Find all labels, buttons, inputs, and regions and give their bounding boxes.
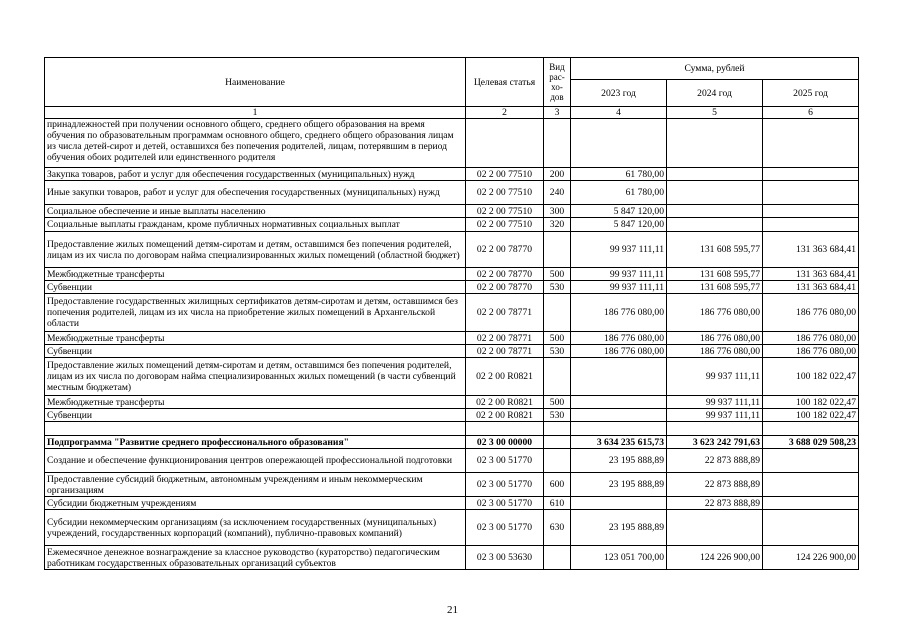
- row-2024: 3 623 242 791,63: [667, 436, 763, 449]
- row-name: Субвенции: [45, 281, 466, 294]
- page-number: 21: [447, 604, 458, 616]
- row-code: 02 2 00 R0821: [466, 409, 544, 422]
- row-code: 02 2 00 78771: [466, 345, 544, 358]
- row-vid: 200: [544, 168, 571, 181]
- row-2024: 22 873 888,89: [667, 497, 763, 510]
- table-row-subprogram: [45, 436, 859, 449]
- row-vid: 600: [544, 473, 571, 497]
- index-cell: 4: [571, 107, 667, 119]
- row-vid: 320: [544, 218, 571, 232]
- table-row: [45, 510, 859, 546]
- row-vid: 240: [544, 181, 571, 205]
- row-2023: [571, 422, 667, 436]
- table-row: [45, 268, 859, 281]
- row-2023: 123 051 700,00: [571, 546, 667, 570]
- row-2023: 186 776 080,00: [571, 294, 667, 332]
- row-vid: [544, 294, 571, 332]
- row-2024: 99 937 111,11: [667, 358, 763, 396]
- row-vid: 500: [544, 396, 571, 409]
- row-code: 02 3 00 00000: [466, 436, 544, 449]
- row-2025: [763, 510, 859, 546]
- row-2025: [763, 449, 859, 473]
- row-name: Создание и обеспечение функционирования центров опережающей профессиональной подготовки: [45, 449, 466, 473]
- row-2024: 124 226 900,00: [667, 546, 763, 570]
- row-2025: [763, 218, 859, 232]
- row-2025: [763, 473, 859, 497]
- row-2023: 186 776 080,00: [571, 345, 667, 358]
- row-2025: 124 226 900,00: [763, 546, 859, 570]
- row-2024: 22 873 888,89: [667, 473, 763, 497]
- row-code: 02 3 00 51770: [466, 449, 544, 473]
- table-row: [45, 497, 859, 510]
- table-row: [45, 218, 859, 232]
- row-vid: 630: [544, 510, 571, 546]
- row-2025: [763, 181, 859, 205]
- table-row: [45, 409, 859, 422]
- table-row: [45, 473, 859, 497]
- table-row: [45, 181, 859, 205]
- row-name: Подпрограмма "Развитие среднего профессионального образования": [45, 436, 466, 449]
- row-code: 02 2 00 78771: [466, 332, 544, 345]
- table-row: [45, 232, 859, 268]
- budget-table: [44, 57, 859, 570]
- row-2025: 100 182 022,47: [763, 358, 859, 396]
- index-cell: 6: [763, 107, 859, 119]
- header-expense-type: Вид рас-хо-дов: [544, 58, 571, 107]
- table-row: [45, 345, 859, 358]
- index-cell: 5: [667, 107, 763, 119]
- header-target-article: Целевая статья: [466, 58, 544, 107]
- row-vid: 530: [544, 409, 571, 422]
- row-2023: 23 195 888,89: [571, 510, 667, 546]
- index-cell: 3: [544, 107, 571, 119]
- row-vid: [544, 358, 571, 396]
- row-code: [466, 119, 544, 168]
- row-code: 02 3 00 51770: [466, 473, 544, 497]
- header-year-2024: 2024 год: [667, 80, 763, 107]
- row-vid: [544, 422, 571, 436]
- row-code: 02 3 00 51770: [466, 497, 544, 510]
- row-code: 02 2 00 77510: [466, 218, 544, 232]
- row-2023: 99 937 111,11: [571, 281, 667, 294]
- row-2023: 99 937 111,11: [571, 232, 667, 268]
- table-row: [45, 168, 859, 181]
- table-row: [45, 294, 859, 332]
- row-name: Субсидии некоммерческим организациям (за исключением государственных (муниципальных) учреждений, государственных корпораций (компаний), публично-правовых компаний): [45, 510, 466, 546]
- row-vid: 500: [544, 268, 571, 281]
- row-name: Предоставление субсидий бюджетным, автономным учреждениям и иным некоммерческим организациям: [45, 473, 466, 497]
- row-2024: 131 608 595,77: [667, 232, 763, 268]
- row-name: Предоставление жилых помещений детям-сиротам и детям, оставшимся без попечения родителей, лицам из их числа по договорам найма специализированных жилых помещений (областной бюджет): [45, 232, 466, 268]
- row-vid: 500: [544, 332, 571, 345]
- row-2025: 131 363 684,41: [763, 232, 859, 268]
- row-2023: 61 780,00: [571, 168, 667, 181]
- row-name: принадлежностей при получении основного общего, среднего общего образования на время обучения по образовательным программам основного общего, среднего общего образования лицам из числа детей-сирот и детей, оставшихся без попечения родителей, лицам, потерявшим в период обучения обоих родителей или единственного родителя: [45, 119, 466, 168]
- row-name: Субсидии бюджетным учреждениям: [45, 497, 466, 510]
- table-row: [45, 449, 859, 473]
- row-2025: 131 363 684,41: [763, 281, 859, 294]
- row-vid: 300: [544, 205, 571, 218]
- header-name: Наименование: [45, 58, 466, 107]
- row-code: 02 2 00 78770: [466, 232, 544, 268]
- row-2025: 100 182 022,47: [763, 396, 859, 409]
- row-vid: [544, 232, 571, 268]
- row-vid: 530: [544, 345, 571, 358]
- row-vid: 610: [544, 497, 571, 510]
- row-code: 02 2 00 77510: [466, 205, 544, 218]
- row-2024: [667, 205, 763, 218]
- table-row: [45, 119, 859, 168]
- row-2025: 131 363 684,41: [763, 268, 859, 281]
- row-2024: [667, 119, 763, 168]
- row-code: 02 2 00 78770: [466, 281, 544, 294]
- row-2023: [571, 396, 667, 409]
- row-name: Социальное обеспечение и иные выплаты населению: [45, 205, 466, 218]
- row-name: Иные закупки товаров, работ и услуг для обеспечения государственных (муниципальных) нужд: [45, 181, 466, 205]
- header-sum: Сумма, рублей: [571, 58, 859, 80]
- row-name: Предоставление жилых помещений детям-сиротам и детям, оставшимся без попечения родителей, лицам из их числа по договорам найма специализированных жилых помещений (в части субвенций местным бюджетам): [45, 358, 466, 396]
- row-vid: [544, 449, 571, 473]
- row-2024: 131 608 595,77: [667, 281, 763, 294]
- row-name: Ежемесячное денежное вознаграждение за классное руководство (кураторство) педагогическим работникам государственных образовательных организаций субъектов: [45, 546, 466, 570]
- table-row: [45, 396, 859, 409]
- row-name: Социальные выплаты гражданам, кроме публичных нормативных социальных выплат: [45, 218, 466, 232]
- row-name: Предоставление государственных жилищных сертификатов детям-сиротам и детям, оставшимся без попечения родителей, лицам из их числа на приобретение жилых помещений в Архангельской области: [45, 294, 466, 332]
- row-2025: 186 776 080,00: [763, 345, 859, 358]
- row-2025: [763, 422, 859, 436]
- row-2024: 22 873 888,89: [667, 449, 763, 473]
- row-2025: [763, 168, 859, 181]
- row-2024: 186 776 080,00: [667, 294, 763, 332]
- row-code: 02 2 00 R0821: [466, 358, 544, 396]
- index-cell: 2: [466, 107, 544, 119]
- row-2023: 99 937 111,11: [571, 268, 667, 281]
- row-code: 02 3 00 53630: [466, 546, 544, 570]
- row-2023: 186 776 080,00: [571, 332, 667, 345]
- row-2024: [667, 218, 763, 232]
- row-2025: 186 776 080,00: [763, 294, 859, 332]
- row-2023: 3 634 235 615,73: [571, 436, 667, 449]
- row-2024: 99 937 111,11: [667, 409, 763, 422]
- row-2024: 99 937 111,11: [667, 396, 763, 409]
- table-row: [45, 358, 859, 396]
- row-vid: [544, 436, 571, 449]
- row-name: [45, 422, 466, 436]
- row-2024: [667, 181, 763, 205]
- row-2025: [763, 205, 859, 218]
- header-year-2023: 2023 год: [571, 80, 667, 107]
- row-vid: [544, 546, 571, 570]
- table-row: [45, 281, 859, 294]
- row-2023: [571, 119, 667, 168]
- row-2023: 23 195 888,89: [571, 473, 667, 497]
- row-name: Межбюджетные трансферты: [45, 332, 466, 345]
- row-code: 02 2 00 78770: [466, 268, 544, 281]
- row-2023: [571, 358, 667, 396]
- row-2024: [667, 168, 763, 181]
- row-2024: [667, 422, 763, 436]
- row-2024: 186 776 080,00: [667, 332, 763, 345]
- row-2024: 131 608 595,77: [667, 268, 763, 281]
- row-code: 02 3 00 51770: [466, 510, 544, 546]
- row-code: 02 2 00 R0821: [466, 396, 544, 409]
- row-name: Межбюджетные трансферты: [45, 268, 466, 281]
- row-2025: 3 688 029 508,23: [763, 436, 859, 449]
- row-name: Субвенции: [45, 345, 466, 358]
- row-2024: 186 776 080,00: [667, 345, 763, 358]
- row-code: 02 2 00 77510: [466, 168, 544, 181]
- row-2025: 186 776 080,00: [763, 332, 859, 345]
- row-code: [466, 422, 544, 436]
- row-name: Межбюджетные трансферты: [45, 396, 466, 409]
- row-2025: 100 182 022,47: [763, 409, 859, 422]
- row-vid: [544, 119, 571, 168]
- row-2023: [571, 409, 667, 422]
- header-year-2025: 2025 год: [763, 80, 859, 107]
- row-2023: 5 847 120,00: [571, 205, 667, 218]
- row-2023: [571, 497, 667, 510]
- table-row: [45, 332, 859, 345]
- row-vid: 530: [544, 281, 571, 294]
- row-2023: 23 195 888,89: [571, 449, 667, 473]
- row-2023: 61 780,00: [571, 181, 667, 205]
- row-2024: [667, 510, 763, 546]
- row-name: Закупка товаров, работ и услуг для обеспечения государственных (муниципальных) нужд: [45, 168, 466, 181]
- table-row: [45, 205, 859, 218]
- row-2025: [763, 119, 859, 168]
- row-2023: 5 847 120,00: [571, 218, 667, 232]
- row-code: 02 2 00 78771: [466, 294, 544, 332]
- row-name: Субвенции: [45, 409, 466, 422]
- table-row: [45, 546, 859, 570]
- row-2025: [763, 497, 859, 510]
- table-row-spacer: [45, 422, 859, 436]
- index-cell: 1: [45, 107, 466, 119]
- row-code: 02 2 00 77510: [466, 181, 544, 205]
